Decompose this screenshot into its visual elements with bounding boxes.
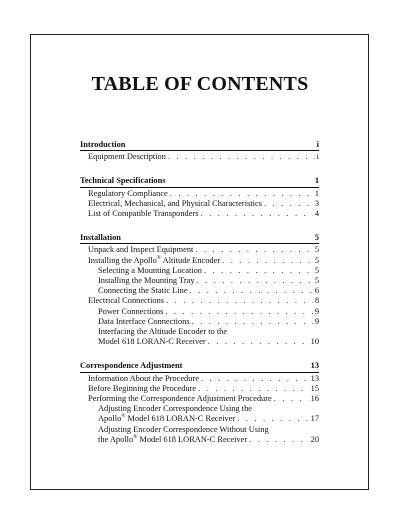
toc-entry[interactable] [80, 189, 319, 199]
registered-mark: ® [156, 254, 162, 261]
dot-leader [222, 256, 313, 266]
dot-leader [190, 286, 313, 296]
toc-entry[interactable] [80, 435, 319, 445]
dot-leader [166, 296, 313, 306]
toc-entry-page-number: 13 [310, 373, 319, 383]
toc-entry[interactable] [80, 152, 319, 162]
toc-entry-label: Selecting a Mounting Location [98, 265, 202, 275]
toc-entry-page-number: 4 [314, 209, 319, 219]
toc-entry-page-number: 17 [310, 414, 319, 424]
toc-entry-page-number: 9 [314, 306, 319, 316]
section-heading[interactable] [80, 361, 319, 372]
toc-entry-label: List of Compatible Transponders [88, 209, 199, 219]
toc-entry[interactable] [80, 337, 319, 347]
toc-entry-label: Model 618 LORAN-C Receiver [98, 337, 206, 347]
dot-leader [192, 317, 313, 327]
section-heading-label: Correspondence Adjustment [80, 361, 183, 371]
toc-entry-label: Performing the Correspondence Adjustment Procedure [88, 394, 272, 404]
dot-leader [249, 435, 309, 445]
table-of-contents [80, 140, 319, 459]
toc-entry-page-number: 1 [314, 188, 319, 198]
toc-entry-page-number: 9 [314, 316, 319, 326]
toc-entry-page-number: 5 [314, 276, 319, 286]
section-heading-label: Technical Specifications [80, 176, 166, 186]
section-heading-label: Installation [80, 233, 121, 243]
toc-entry-page-number: 15 [310, 383, 319, 393]
toc-section [80, 176, 319, 219]
dot-leader [195, 245, 312, 255]
toc-entry-label: Power Connections [98, 306, 164, 316]
toc-entry[interactable] [80, 245, 319, 255]
section-heading[interactable] [80, 140, 319, 151]
dot-leader [208, 337, 309, 347]
toc-entry-page-number: 3 [314, 198, 319, 208]
toc-entry-label: Adjusting Encoder Correspondence Without Using [98, 424, 269, 434]
section-page-number: 5 [314, 233, 319, 243]
toc-entry-label: Before Beginning the Procedure [88, 383, 197, 393]
toc-entry-label: Installing the Mounting Tray [98, 276, 195, 286]
toc-entry-label: Apollo® Model 618 LORAN-C Receiver [98, 413, 236, 424]
toc-entry[interactable] [80, 276, 319, 286]
dot-leader [237, 414, 308, 424]
toc-entry-label: Installing the Apollo® Altitude Encoder [88, 254, 221, 265]
toc-entry-label: Adjusting Encoder Correspondence Using the [98, 404, 252, 414]
toc-section [80, 361, 319, 445]
toc-entry[interactable] [80, 404, 319, 414]
toc-entry-label: Data Interface Connections [98, 316, 190, 326]
page-title: TABLE OF CONTENTS [91, 73, 309, 95]
dot-leader [168, 152, 315, 162]
toc-entry-page-number: 5 [314, 245, 319, 255]
toc-entry[interactable] [80, 384, 319, 394]
toc-entry-page-number: 5 [314, 265, 319, 275]
toc-entry-label: Electrical, Mechanical, and Physical Characteristics [88, 198, 262, 208]
section-page-number: i [316, 140, 319, 149]
dot-leader [201, 374, 309, 384]
section-page-number: 13 [310, 361, 319, 371]
toc-entry-label: Information About the Procedure [88, 373, 199, 383]
toc-entry[interactable] [80, 327, 319, 337]
toc-entry-label: Interfacing the Altitude Encoder to the [98, 327, 228, 337]
section-heading[interactable] [80, 176, 319, 187]
toc-entry-page-number: 8 [314, 296, 319, 306]
toc-entry[interactable] [80, 296, 319, 306]
dot-leader [264, 199, 313, 209]
toc-entry[interactable] [80, 286, 319, 296]
toc-entry[interactable] [80, 414, 319, 424]
toc-entry-label: Equipment Description [88, 152, 166, 162]
toc-entry-page-number: 6 [314, 286, 319, 296]
toc-entry[interactable] [80, 307, 319, 317]
section-heading-label: Introduction [80, 140, 126, 149]
toc-entry-label: the Apollo® Model 618 LORAN-C Receiver [98, 434, 248, 444]
toc-entry[interactable] [80, 209, 319, 219]
toc-entry-page-number: i [316, 152, 319, 162]
toc-entry-label: Regulatory Compliance [88, 188, 168, 198]
section-heading[interactable] [80, 233, 319, 244]
toc-entry-label: Electrical Connections [88, 296, 165, 306]
toc-entry[interactable] [80, 266, 319, 276]
toc-entry-page-number: 5 [314, 255, 319, 265]
toc-section [80, 233, 319, 347]
toc-entry[interactable] [80, 374, 319, 384]
registered-mark: ® [121, 413, 126, 420]
dot-leader [204, 266, 313, 276]
toc-entry-label: Connecting the Static Line [98, 286, 188, 296]
dot-leader [170, 189, 313, 199]
toc-entry[interactable] [80, 199, 319, 209]
toc-entry[interactable] [80, 256, 319, 266]
toc-entry-page-number: 20 [310, 434, 319, 444]
dot-leader [198, 384, 308, 394]
toc-section [80, 140, 319, 162]
toc-entry-page-number: 10 [310, 337, 319, 347]
dot-leader [197, 276, 313, 286]
dot-leader [165, 307, 312, 317]
toc-entry-page-number: 16 [310, 394, 319, 404]
dot-leader [274, 394, 309, 404]
registered-mark: ® [133, 434, 138, 441]
toc-entry[interactable] [80, 317, 319, 327]
section-page-number: 1 [314, 176, 319, 186]
toc-entry-label: Unpack and Inspect Equipment [88, 245, 194, 255]
toc-entry[interactable] [80, 425, 319, 435]
dot-leader [201, 209, 313, 219]
toc-entry[interactable] [80, 394, 319, 404]
